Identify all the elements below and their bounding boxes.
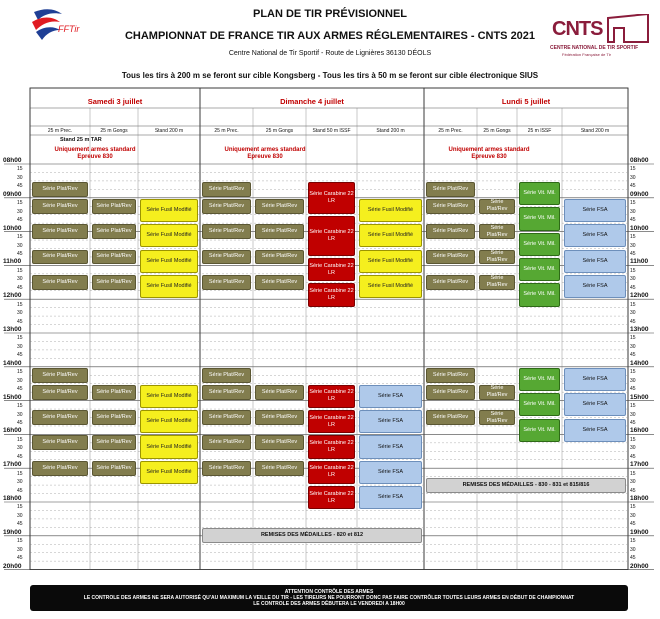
minute-label: 15: [17, 166, 23, 173]
minute-label: 15: [17, 200, 23, 207]
minute-label: 15: [17, 504, 23, 511]
notice-line-2: LE CONTROLE DES ARMES NE SERA AUTORISÉ QU'AU MAXIMUM LA VEILLE DU TIR - LES TIREURS NE POURRONT DONC PAS FAIRE CONTRÔLER TOUTES LEURS ARMES EN DÉBUT DE CHAMPIONNAT: [83, 595, 575, 601]
series-vit-mil: Série Vit. Mil.: [519, 233, 560, 256]
hour-label: 09h00: [630, 190, 649, 198]
series-fusil-modifie: Série Fusil Modifié: [359, 224, 422, 247]
minute-label: 45: [630, 284, 636, 291]
minute-label: 15: [17, 234, 23, 241]
day-header: Samedi 3 juillet: [87, 97, 143, 106]
series-plat-rev: Série Plat/Rev: [426, 250, 475, 265]
series-vit-mil: Série Vit. Mil.: [519, 393, 560, 416]
minute-label: 45: [17, 318, 23, 325]
hour-label: 18h00: [3, 495, 22, 502]
series-fsa: Série FSA: [564, 275, 626, 298]
series-fusil-modifie: Série Fusil Modifié: [140, 275, 198, 298]
minute-label: 30: [17, 445, 23, 452]
series-plat-rev: Série Plat/Rev: [479, 250, 515, 265]
series-plat-rev: Série Plat/Rev: [32, 368, 88, 383]
minute-label: 15: [630, 166, 636, 173]
series-plat-rev: Série Plat/Rev: [202, 435, 251, 450]
standard-weapons-note: Uniquement armes standard: [54, 147, 136, 153]
minute-label: 45: [630, 217, 636, 224]
minute-label: 15: [17, 369, 23, 376]
minute-label: 15: [630, 335, 636, 342]
minute-label: 30: [630, 411, 636, 418]
hour-label: 15h00: [3, 393, 22, 401]
event-830-note: Epreuve 830: [247, 154, 283, 160]
event-title: CHAMPIONNAT DE FRANCE TIR AUX ARMES RÉGLEMENTAIRES - CNTS 2021: [124, 30, 536, 42]
minute-label: 45: [630, 419, 636, 426]
minute-label: 45: [630, 352, 636, 359]
column-header: 25 m Gongs: [265, 128, 294, 134]
hour-label: 08h00: [3, 157, 22, 164]
minute-label: 15: [17, 436, 23, 443]
series-fsa: Série FSA: [359, 486, 422, 509]
minute-label: 30: [630, 377, 636, 384]
series-fsa: Série FSA: [359, 461, 422, 484]
series-plat-rev: Série Plat/Rev: [32, 385, 88, 400]
minute-label: 30: [630, 276, 636, 283]
hour-label: 11h00: [630, 258, 649, 266]
hour-label: 16h00: [630, 427, 649, 435]
series-plat-rev: Série Plat/Rev: [32, 224, 88, 239]
series-plat-rev: Série Plat/Rev: [255, 410, 304, 425]
minute-label: 15: [17, 538, 23, 545]
series-plat-rev: Série Plat/Rev: [202, 368, 251, 383]
fftir-logo-text: FFTir: [58, 24, 80, 34]
column-header: Stand 50 m ISSF: [312, 128, 351, 134]
series-fusil-modifie: Série Fusil Modifié: [140, 199, 198, 222]
medals-ceremony-monday: REMISES DES MÉDAILLES - 830 - 831 et 815/816: [426, 478, 626, 493]
column-header: Stand 200 m: [154, 128, 184, 134]
hour-label: 10h00: [3, 224, 22, 232]
standard-weapons-note: Uniquement armes standard: [448, 147, 530, 153]
series-plat-rev: Série Plat/Rev: [202, 224, 251, 239]
series-plat-rev: Série Plat/Rev: [255, 224, 304, 239]
minute-label: 30: [630, 174, 636, 181]
series-plat-rev: Série Plat/Rev: [426, 199, 475, 214]
hour-label: 12h00: [630, 292, 649, 300]
minute-label: 45: [630, 250, 636, 257]
column-header: Stand 200 m: [376, 128, 405, 134]
series-fusil-modifie: Série Fusil Modifié: [359, 275, 422, 298]
minute-label: 15: [630, 369, 636, 376]
hour-label: 08h00: [630, 157, 649, 164]
hour-label: 13h00: [630, 326, 649, 333]
column-header: 25 m Gongs: [483, 128, 511, 134]
minute-label: 45: [17, 386, 23, 393]
hour-label: 20h00: [3, 562, 22, 570]
minute-label: 45: [17, 521, 23, 528]
column-header: 25 m Prec.: [214, 128, 239, 134]
hour-label: 12h00: [3, 292, 22, 300]
series-plat-rev: Série Plat/Rev: [479, 410, 515, 425]
series-fusil-modifie: Série Fusil Modifié: [140, 250, 198, 273]
minute-label: 15: [630, 200, 636, 207]
series-plat-rev: Série Plat/Rev: [479, 275, 515, 290]
minute-label: 15: [17, 335, 23, 342]
minute-label: 30: [17, 276, 23, 283]
minute-label: 45: [17, 453, 23, 460]
series-plat-rev: Série Plat/Rev: [255, 385, 304, 400]
minute-label: 30: [17, 377, 23, 384]
series-plat-rev: Série Plat/Rev: [32, 199, 88, 214]
series-vit-mil: Série Vit. Mil.: [519, 207, 560, 230]
series-vit-mil: Série Vit. Mil.: [519, 258, 560, 281]
notice-line-3: LE CONTROLE DES ARMES DÉBUTERA LE VENDREDI A 18H00: [253, 601, 405, 607]
hour-label: 14h00: [630, 359, 649, 367]
event-830-note: Epreuve 830: [77, 154, 113, 160]
day-header: Dimanche 4 juillet: [280, 97, 344, 106]
series-plat-rev: Série Plat/Rev: [426, 275, 475, 290]
minute-label: 30: [17, 546, 23, 553]
medals-ceremony-saturday: REMISES DES MÉDAILLES - 820 et 812: [202, 528, 422, 543]
series-fsa: Série FSA: [359, 385, 422, 408]
series-plat-rev: Série Plat/Rev: [92, 435, 136, 450]
hour-label: 14h00: [3, 359, 22, 367]
series-fsa: Série FSA: [564, 393, 626, 416]
series-plat-rev: Série Plat/Rev: [202, 182, 251, 197]
series-fusil-modifie: Série Fusil Modifié: [140, 385, 198, 408]
stand-25m-tar: Stand 25 m TAR: [60, 137, 102, 143]
series-carabine-22lr: Série Carabine 22 LR: [308, 410, 355, 433]
series-plat-rev: Série Plat/Rev: [32, 410, 88, 425]
series-plat-rev: Série Plat/Rev: [255, 435, 304, 450]
series-fsa: Série FSA: [564, 368, 626, 391]
series-carabine-22lr: Série Carabine 22 LR: [308, 283, 355, 306]
minute-label: 45: [17, 555, 23, 562]
minute-label: 30: [17, 208, 23, 215]
series-fusil-modifie: Série Fusil Modifié: [359, 199, 422, 222]
series-plat-rev: Série Plat/Rev: [255, 461, 304, 476]
series-plat-rev: Série Plat/Rev: [202, 275, 251, 290]
series-carabine-22lr: Série Carabine 22 LR: [308, 486, 355, 509]
hour-label: 15h00: [630, 393, 649, 401]
minute-label: 15: [630, 504, 636, 511]
series-vit-mil: Série Vit. Mil.: [519, 283, 560, 306]
minute-label: 45: [17, 217, 23, 224]
standard-weapons-note: Uniquement armes standard: [224, 147, 306, 153]
series-fsa: Série FSA: [564, 250, 626, 273]
series-fusil-modifie: Série Fusil Modifié: [140, 435, 198, 458]
minute-label: 30: [630, 546, 636, 553]
series-carabine-22lr: Série Carabine 22 LR: [308, 435, 355, 458]
series-carabine-22lr: Série Carabine 22 LR: [308, 182, 355, 214]
cnts-logo-subtitle-2: Fédération Française de Tir: [562, 52, 611, 57]
series-plat-rev: Série Plat/Rev: [202, 385, 251, 400]
page-title: PLAN DE TIR PRÉVISIONNEL: [252, 8, 408, 20]
minute-label: 45: [630, 555, 636, 562]
series-plat-rev: Série Plat/Rev: [32, 250, 88, 265]
minute-label: 45: [630, 521, 636, 528]
column-header: 25 m Gongs: [100, 128, 128, 134]
series-plat-rev: Série Plat/Rev: [32, 275, 88, 290]
series-fusil-modifie: Série Fusil Modifié: [140, 410, 198, 433]
cnts-logo-subtitle: CENTRE NATIONAL DE TIR SPORTIF: [550, 45, 639, 51]
minute-label: 30: [17, 343, 23, 350]
minute-label: 30: [630, 343, 636, 350]
minute-label: 45: [630, 183, 636, 190]
series-plat-rev: Série Plat/Rev: [426, 410, 475, 425]
minute-label: 45: [17, 487, 23, 494]
hour-label: 18h00: [630, 495, 649, 502]
minute-label: 45: [17, 250, 23, 257]
hour-label: 10h00: [630, 224, 649, 232]
hour-label: 19h00: [630, 528, 649, 536]
series-fusil-modifie: Série Fusil Modifié: [140, 224, 198, 247]
minute-label: 15: [17, 301, 23, 308]
minute-label: 30: [17, 174, 23, 181]
series-plat-rev: Série Plat/Rev: [426, 182, 475, 197]
weapon-control-notice: [30, 585, 628, 611]
series-plat-rev: Série Plat/Rev: [92, 199, 136, 214]
venue-address: Centre National de Tir Sportif - Route de Lignières 36130 DÉOLS: [228, 50, 432, 57]
column-header: 25 m Prec.: [438, 128, 463, 134]
series-fusil-modifie: Série Fusil Modifié: [359, 250, 422, 273]
minute-label: 30: [17, 411, 23, 418]
hour-label: 17h00: [3, 461, 22, 469]
series-plat-rev: Série Plat/Rev: [479, 224, 515, 239]
hour-label: 13h00: [3, 326, 22, 333]
minute-label: 30: [630, 445, 636, 452]
series-plat-rev: Série Plat/Rev: [32, 182, 88, 197]
minute-label: 15: [630, 267, 636, 274]
series-vit-mil: Série Vit. Mil.: [519, 419, 560, 442]
minute-label: 15: [630, 403, 636, 410]
minute-label: 30: [17, 242, 23, 249]
series-plat-rev: Série Plat/Rev: [202, 461, 251, 476]
notice-line-1: ATTENTION CONTRÔLE DES ARMES: [284, 589, 374, 595]
minute-label: 30: [630, 208, 636, 215]
minute-label: 45: [17, 284, 23, 291]
hour-label: 09h00: [3, 190, 22, 198]
minute-label: 15: [17, 267, 23, 274]
series-plat-rev: Série Plat/Rev: [202, 250, 251, 265]
hour-label: 19h00: [3, 528, 22, 536]
series-fsa: Série FSA: [359, 410, 422, 433]
series-plat-rev: Série Plat/Rev: [92, 275, 136, 290]
column-header: 25 m ISSF: [527, 128, 552, 134]
minute-label: 15: [630, 436, 636, 443]
series-plat-rev: Série Plat/Rev: [32, 435, 88, 450]
series-plat-rev: Série Plat/Rev: [479, 199, 515, 214]
targets-note: Tous les tirs à 200 m se feront sur cible Kongsberg - Tous les tirs à 50 m se feront sur cible électronique SIUS: [121, 71, 539, 80]
minute-label: 15: [17, 470, 23, 477]
series-plat-rev: Série Plat/Rev: [92, 224, 136, 239]
day-header: Lundi 5 juillet: [501, 97, 551, 106]
minute-label: 30: [17, 512, 23, 519]
series-carabine-22lr: Série Carabine 22 LR: [308, 385, 355, 408]
series-plat-rev: Série Plat/Rev: [202, 199, 251, 214]
series-carabine-22lr: Série Carabine 22 LR: [308, 461, 355, 484]
series-vit-mil: Série Vit. Mil.: [519, 368, 560, 391]
series-plat-rev: Série Plat/Rev: [426, 385, 475, 400]
series-fusil-modifie: Série Fusil Modifié: [140, 461, 198, 484]
column-header: 25 m Prec.: [47, 128, 73, 134]
hour-label: 11h00: [3, 258, 22, 266]
minute-label: 45: [630, 386, 636, 393]
series-plat-rev: Série Plat/Rev: [92, 385, 136, 400]
minute-label: 45: [17, 183, 23, 190]
hour-label: 16h00: [3, 427, 22, 435]
series-plat-rev: Série Plat/Rev: [479, 385, 515, 400]
series-carabine-22lr: Série Carabine 22 LR: [308, 258, 355, 281]
minute-label: 45: [17, 419, 23, 426]
minute-label: 15: [17, 403, 23, 410]
series-plat-rev: Série Plat/Rev: [32, 461, 88, 476]
minute-label: 30: [17, 310, 23, 317]
series-carabine-22lr: Série Carabine 22 LR: [308, 216, 355, 256]
series-plat-rev: Série Plat/Rev: [255, 275, 304, 290]
series-fsa: Série FSA: [564, 199, 626, 222]
event-830-note: Epreuve 830: [471, 154, 507, 160]
minute-label: 45: [630, 487, 636, 494]
series-plat-rev: Série Plat/Rev: [92, 250, 136, 265]
minute-label: 15: [630, 234, 636, 241]
hour-label: 20h00: [630, 562, 649, 570]
minute-label: 30: [630, 479, 636, 486]
minute-label: 45: [630, 453, 636, 460]
series-plat-rev: Série Plat/Rev: [426, 368, 475, 383]
series-plat-rev: Série Plat/Rev: [255, 199, 304, 214]
series-vit-mil: Série Vit. Mil.: [519, 182, 560, 205]
series-plat-rev: Série Plat/Rev: [92, 461, 136, 476]
series-fsa: Série FSA: [359, 435, 422, 458]
minute-label: 30: [630, 242, 636, 249]
cnts-logo-text: CNTS: [552, 18, 603, 40]
minute-label: 45: [17, 352, 23, 359]
series-plat-rev: Série Plat/Rev: [255, 250, 304, 265]
series-plat-rev: Série Plat/Rev: [426, 224, 475, 239]
series-plat-rev: Série Plat/Rev: [202, 410, 251, 425]
series-fsa: Série FSA: [564, 224, 626, 247]
minute-label: 15: [630, 301, 636, 308]
series-plat-rev: Série Plat/Rev: [92, 410, 136, 425]
minute-label: 30: [630, 512, 636, 519]
hour-label: 17h00: [630, 461, 649, 469]
column-header: Stand 200 m: [580, 128, 610, 134]
minute-label: 30: [630, 310, 636, 317]
minute-label: 15: [630, 538, 636, 545]
minute-label: 15: [630, 470, 636, 477]
series-fsa: Série FSA: [564, 419, 626, 442]
minute-label: 30: [17, 479, 23, 486]
minute-label: 45: [630, 318, 636, 325]
